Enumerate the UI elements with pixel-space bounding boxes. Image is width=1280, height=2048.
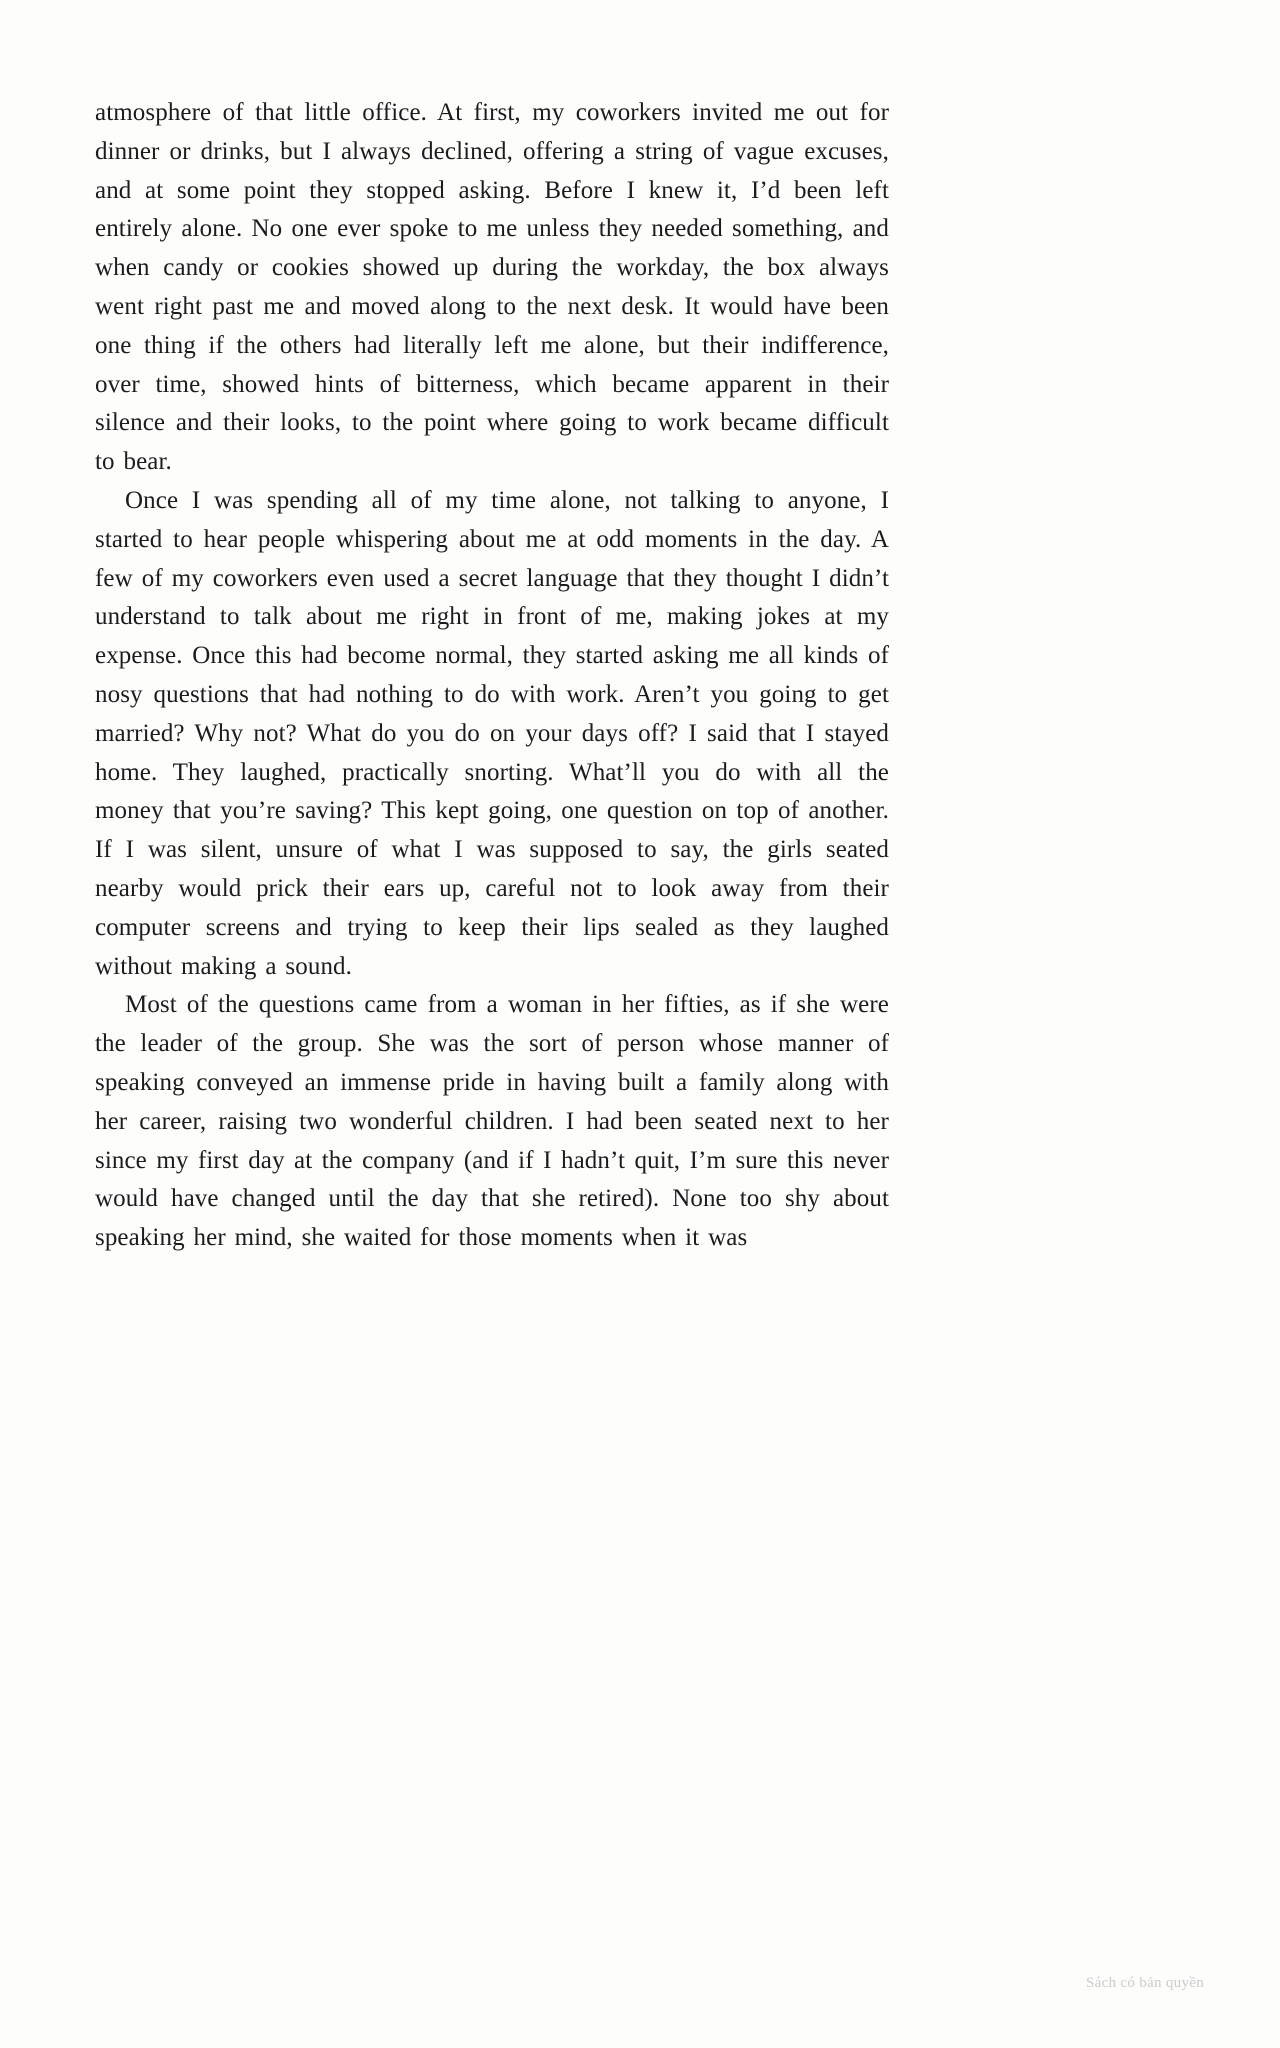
body-paragraph: Once I was spending all of my time alone, not talking to anyone, I started to hear people whispering about me at odd moments in the day. A few of my coworkers even used a secret language that they thought I didn’t understand to talk about me right in front of me, making jokes at my expense. Once this had become normal, they started asking me all kinds of nosy questions that had nothing to do with work. Aren’t you going to get married? Why not? What do you do on your days off? I said that I stayed home. They laughed, practically snorting. What’ll you do with all the money that you’re saving? This kept going, one question on top of another. If I was silent, unsure of what I was supposed to say, the girls seated nearby would prick their ears up, careful not to look away from their computer screens and trying to keep their lips sealed as they laughed without making a sound. xyxy=(95,486,889,980)
copyright-watermark: Sách có bản quyền xyxy=(1086,1975,1204,1991)
body-paragraph: Most of the questions came from a woman in her fifties, as if she were the leader of the group. She was the sort of person whose manner of speaking conveyed an immense pride in having built a family along with her career, raising two wonderful children. I had been seated next to her since my first day at the company (and if I hadn’t quit, I’m sure this never would have changed until the day that she retired). None too shy about speaking her mind, she waited for those moments when it was xyxy=(95,991,889,1252)
page-text-block xyxy=(95,94,889,1258)
body-paragraph: atmosphere of that little office. At first, my coworkers invited me out for dinner or drinks, but I always declined, offering a string of vague excuses, and at some point they stopped asking. Before I knew it, I’d been left entirely alone. No one ever spoke to me unless they needed something, and when candy or cookies showed up during the workday, the box always went right past me and moved along to the next desk. It would have been one thing if the others had literally left me alone, but their indifference, over time, showed hints of bitterness, which became apparent in their silence and their looks, to the point where going to work became difficult to bear. xyxy=(95,99,889,476)
